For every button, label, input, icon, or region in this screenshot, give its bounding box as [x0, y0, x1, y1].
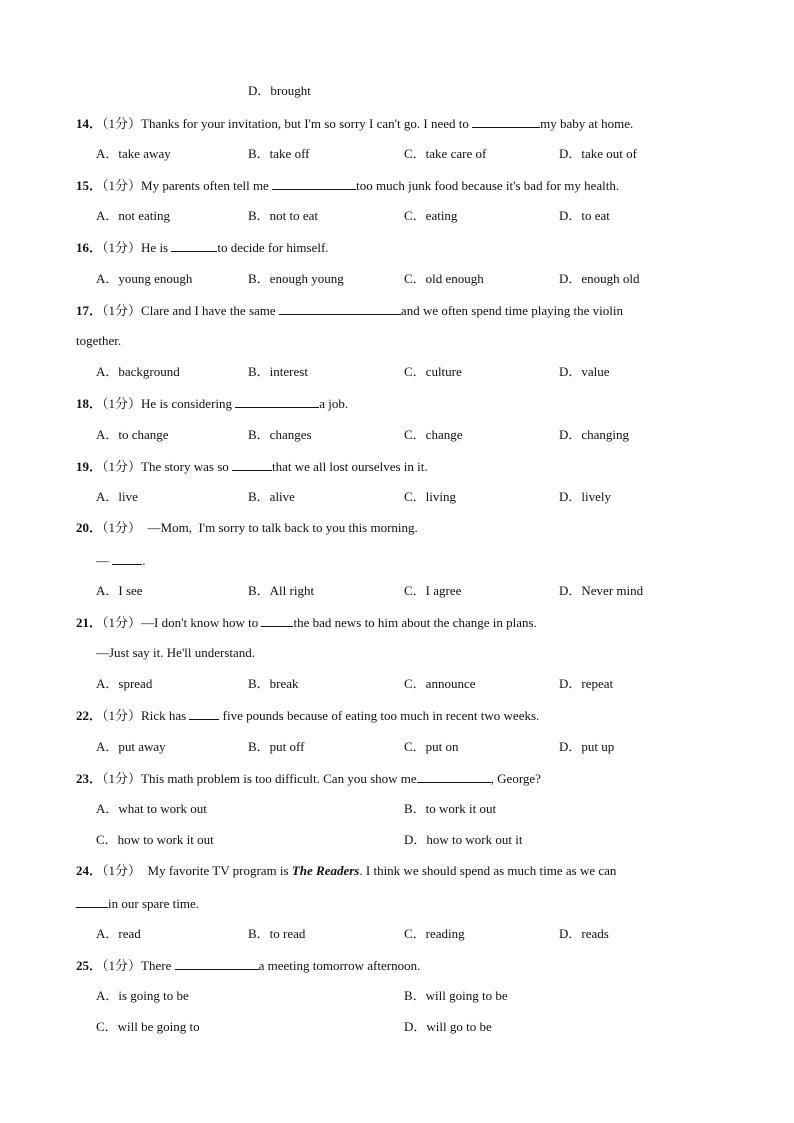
answer-blank[interactable] [171, 239, 217, 252]
q24-option-c[interactable]: C．reading [404, 926, 465, 941]
q18-option-c[interactable]: C．change [404, 427, 463, 442]
question-22 [76, 707, 539, 723]
q25-option-b[interactable]: B．will going to be [404, 988, 508, 1003]
q14-option-b[interactable]: B．take off [248, 146, 310, 161]
question-text: Thanks for your invitation, but I'm so sorry I can't go. I need to [141, 116, 473, 131]
reply-dash: — [96, 553, 113, 568]
q13-option-d: D．brought [248, 83, 311, 98]
question-text-cont: in our spare time. [108, 896, 199, 911]
question-text: There [141, 958, 175, 973]
q14-option-c[interactable]: C．take care of [404, 146, 487, 161]
question-text: This math problem is too difficult. Can you show me [141, 771, 417, 786]
q18-option-b[interactable]: B．changes [248, 427, 312, 442]
q20-option-d[interactable]: D．Never mind [559, 583, 644, 598]
question-score: （1分） [102, 396, 142, 411]
q18-option-d[interactable]: D．changing [559, 427, 630, 442]
question-number: 21． [76, 615, 103, 630]
answer-blank[interactable] [235, 395, 319, 408]
q19-option-b[interactable]: B．alive [248, 489, 295, 504]
question-17-continued: together. [76, 333, 122, 348]
q17-option-a[interactable]: A．background [96, 364, 180, 379]
answer-blank[interactable] [76, 895, 108, 908]
q19-option-d[interactable]: D．lively [559, 489, 611, 504]
q21-option-d[interactable]: D．repeat [559, 676, 614, 691]
question-number: 14． [76, 116, 103, 131]
q24-option-a[interactable]: A．read [96, 926, 141, 941]
question-15 [76, 177, 619, 193]
q17-option-b[interactable]: B．interest [248, 364, 308, 379]
question-17 [76, 302, 623, 318]
q22-option-c[interactable]: C．put on [404, 739, 459, 754]
q21-option-b[interactable]: B．break [248, 676, 299, 691]
question-24-continued [76, 895, 199, 911]
question-text: Clare and I have the same [141, 303, 279, 318]
question-text: —I don't know how to [141, 615, 262, 630]
q18-option-a[interactable]: A．to change [96, 427, 169, 442]
question-text: My favorite TV program is [141, 863, 292, 878]
question-text: He is [141, 240, 172, 255]
question-20-reply [96, 552, 146, 568]
q21-option-a[interactable]: A．spread [96, 676, 153, 691]
question-number: 23． [76, 771, 103, 786]
q16-option-c[interactable]: C．old enough [404, 271, 484, 286]
q25-option-d[interactable]: D．will go to be [404, 1019, 492, 1034]
q25-option-c[interactable]: C．will be going to [96, 1019, 200, 1034]
question-text: —Mom, I'm sorry to talk back to you this morning. [141, 520, 418, 535]
question-25 [76, 957, 420, 973]
question-score: （1分） [102, 863, 142, 878]
question-score: （1分） [102, 116, 142, 131]
answer-blank[interactable] [279, 302, 401, 315]
q23-option-a[interactable]: A．what to work out [96, 801, 207, 816]
question-text-end: and we often spend time playing the violin [400, 303, 623, 318]
q23-option-d[interactable]: D．how to work out it [404, 832, 523, 847]
question-21 [76, 614, 537, 630]
q16-option-d[interactable]: D．enough old [559, 271, 640, 286]
question-score: （1分） [102, 708, 142, 723]
q17-option-d[interactable]: D．value [559, 364, 610, 379]
question-text-end: five pounds because of eating too much in recent two weeks. [219, 708, 540, 723]
question-score: （1分） [102, 459, 142, 474]
q20-option-a[interactable]: A．I see [96, 583, 143, 598]
q15-option-c[interactable]: C．eating [404, 208, 458, 223]
answer-blank[interactable] [175, 957, 259, 970]
q20-option-b[interactable]: B．All right [248, 583, 315, 598]
question-score: （1分） [102, 958, 142, 973]
question-number: 17． [76, 303, 103, 318]
question-number: 15． [76, 178, 103, 193]
question-number: 24． [76, 863, 103, 878]
q23-option-b[interactable]: B．to work it out [404, 801, 497, 816]
question-16 [76, 239, 329, 255]
answer-blank[interactable] [261, 614, 293, 627]
q14-option-a[interactable]: A．take away [96, 146, 171, 161]
q16-option-b[interactable]: B．enough young [248, 271, 344, 286]
question-text: He is considering [141, 396, 236, 411]
question-score: （1分） [102, 771, 142, 786]
answer-blank[interactable] [189, 707, 219, 720]
q25-option-a[interactable]: A．is going to be [96, 988, 189, 1003]
q22-option-a[interactable]: A．put away [96, 739, 166, 754]
q23-option-c[interactable]: C．how to work it out [96, 832, 214, 847]
question-text: Rick has [141, 708, 190, 723]
question-number: 20． [76, 520, 103, 535]
question-text-end: , George? [490, 771, 541, 786]
q15-option-b[interactable]: B．not to eat [248, 208, 319, 223]
answer-blank[interactable] [232, 458, 272, 471]
q16-option-a[interactable]: A．young enough [96, 271, 193, 286]
question-text-end: that we all lost ourselves in it. [272, 459, 428, 474]
question-text-end: my baby at home. [540, 116, 634, 131]
q22-option-d[interactable]: D．put up [559, 739, 615, 754]
q19-option-a[interactable]: A．live [96, 489, 138, 504]
question-23 [76, 770, 541, 786]
q15-option-d[interactable]: D．to eat [559, 208, 610, 223]
question-number: 25． [76, 958, 103, 973]
question-21-reply: —Just say it. He'll understand. [96, 645, 256, 660]
question-score: （1分） [102, 240, 142, 255]
q14-option-d[interactable]: D．take out of [559, 146, 637, 161]
q20-option-c[interactable]: C．I agree [404, 583, 462, 598]
answer-blank[interactable] [272, 177, 356, 190]
q19-option-c[interactable]: C．living [404, 489, 457, 504]
answer-blank[interactable] [112, 552, 142, 565]
question-24 [76, 863, 616, 879]
question-20 [76, 520, 418, 536]
question-number: 22． [76, 708, 103, 723]
question-score: （1分） [102, 520, 142, 535]
program-title: The Readers [291, 863, 360, 878]
question-19 [76, 458, 428, 474]
question-text-end: the bad news to him about the change in plans. [293, 615, 537, 630]
answer-blank[interactable] [472, 115, 540, 128]
q15-option-a[interactable]: A．not eating [96, 208, 171, 223]
question-18 [76, 395, 348, 411]
question-text-end: too much junk food because it's bad for my health. [356, 178, 620, 193]
question-14 [76, 115, 633, 131]
q21-option-c[interactable]: C．announce [404, 676, 476, 691]
question-text-end: to decide for himself. [217, 240, 329, 255]
question-text-end: . I think we should spend as much time as we can [359, 863, 617, 878]
q24-option-d[interactable]: D．reads [559, 926, 609, 941]
q22-option-b[interactable]: B．put off [248, 739, 305, 754]
question-number: 16． [76, 240, 103, 255]
question-text-end: a meeting tomorrow afternoon. [258, 958, 421, 973]
q17-option-c[interactable]: C．culture [404, 364, 462, 379]
answer-blank[interactable] [417, 770, 491, 783]
question-number: 19． [76, 459, 103, 474]
question-score: （1分） [102, 303, 142, 318]
q24-option-b[interactable]: B．to read [248, 926, 306, 941]
question-text: My parents often tell me [141, 178, 273, 193]
question-score: （1分） [102, 615, 142, 630]
question-number: 18． [76, 396, 103, 411]
question-text-end: a job. [319, 396, 349, 411]
question-score: （1分） [102, 178, 142, 193]
question-text: The story was so [141, 459, 233, 474]
reply-end: . [142, 553, 146, 568]
